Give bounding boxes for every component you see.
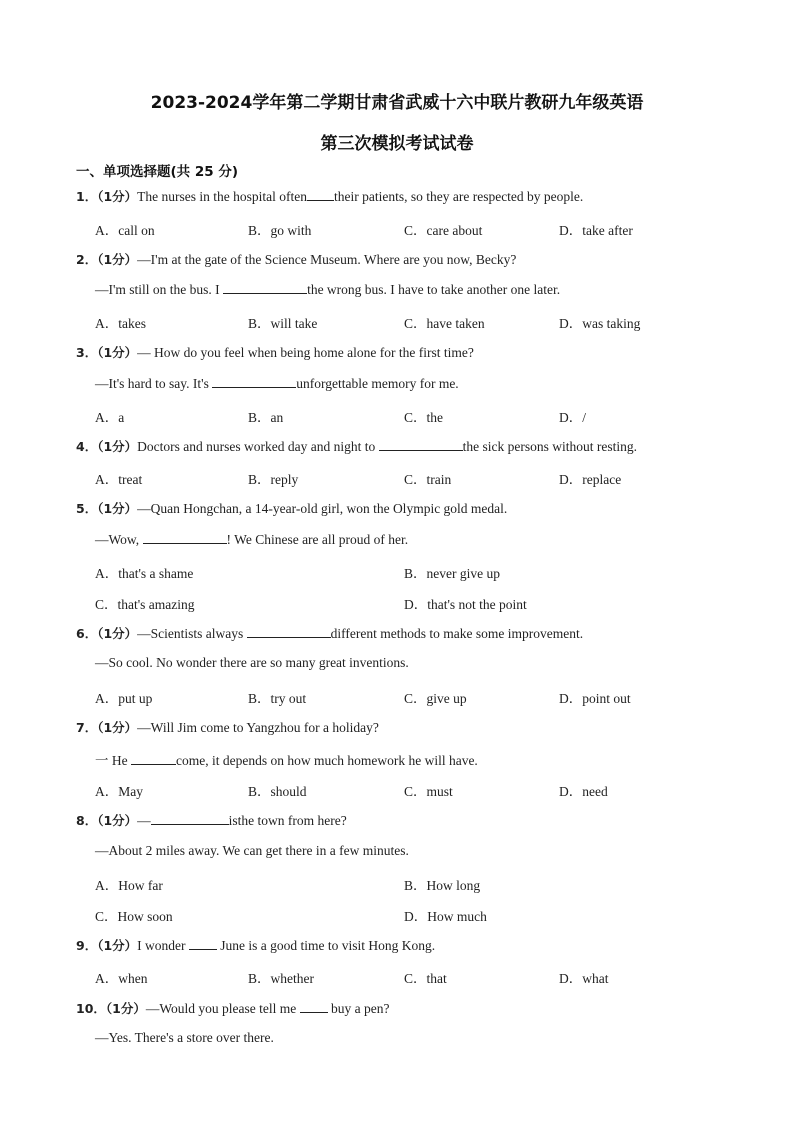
option-d: D．that's not the point	[404, 597, 527, 612]
question-text: their patients, so they are respected by people.	[334, 189, 584, 204]
question-number: 9．	[76, 938, 98, 953]
option-a: A．How far	[95, 878, 163, 893]
option-b: B．How long	[404, 878, 481, 893]
question-5-reply	[95, 531, 408, 548]
question-number: 3．	[76, 345, 98, 360]
question-text: 一 He	[95, 753, 131, 768]
answer-blank	[300, 1000, 328, 1013]
option-d: D．How much	[404, 909, 487, 924]
question-text: ! We Chinese are all proud of her.	[226, 532, 409, 547]
question-points: （1分）	[97, 501, 138, 516]
question-text: —I'm at the gate of the Science Museum. Where are you now, Becky?	[137, 252, 517, 267]
question-text: Doctors and nurses worked day and night to	[137, 439, 379, 454]
answer-blank	[131, 752, 176, 765]
option-d: D．point out	[559, 691, 631, 706]
answer-blank	[189, 937, 217, 950]
option-a: A．a	[95, 410, 125, 425]
question-points: （1分）	[97, 813, 138, 828]
question-text: —	[137, 813, 151, 828]
question-points: （1分）	[97, 626, 138, 641]
option-a: A．call on	[95, 223, 155, 238]
option-c: C．that	[404, 971, 447, 986]
exam-title-line1: 2023-2024学年第二学期甘肃省武威十六中联片教研九年级英语	[150, 93, 644, 113]
question-text: —I'm still on the bus. I	[95, 282, 224, 297]
question-4	[76, 437, 637, 455]
option-a: A．that's a shame	[95, 566, 194, 581]
question-3-reply	[95, 375, 459, 392]
question-1	[76, 187, 583, 205]
question-8	[76, 811, 347, 829]
option-a: A．takes	[95, 316, 146, 331]
answer-blank	[247, 625, 331, 638]
question-text: —Will Jim come to Yangzhou for a holiday?	[137, 720, 379, 735]
option-c: C．the	[404, 410, 443, 425]
question-text: —Scientists always	[137, 626, 247, 641]
question-7	[76, 718, 379, 736]
question-text: —Would you please tell me	[145, 1001, 300, 1016]
option-b: B．an	[248, 410, 284, 425]
question-text: unforgettable memory for me.	[296, 376, 459, 391]
option-c: C．How soon	[95, 909, 173, 924]
question-number: 8．	[76, 813, 98, 828]
option-d: D．need	[559, 784, 608, 799]
question-points: （1分）	[97, 938, 138, 953]
option-d: D．was taking	[559, 316, 641, 331]
option-c: C．have taken	[404, 316, 485, 331]
question-number: 10．	[76, 1001, 106, 1016]
option-b: B．reply	[248, 472, 299, 487]
answer-blank	[379, 438, 463, 451]
option-b: B．will take	[248, 316, 318, 331]
question-points: （1分）	[97, 252, 138, 267]
question-text: — How do you feel when being home alone for the first time?	[137, 345, 474, 360]
question-text: the sick persons without resting.	[462, 439, 637, 454]
question-points: （1分）	[97, 189, 138, 204]
option-a: A．put up	[95, 691, 153, 706]
question-6	[76, 624, 583, 642]
option-d: D．take after	[559, 223, 633, 238]
question-number: 7．	[76, 720, 98, 735]
question-text: June is a good time to visit Hong Kong.	[216, 938, 436, 953]
answer-blank	[143, 531, 227, 544]
question-number: 4．	[76, 439, 98, 454]
question-7-reply	[95, 749, 478, 769]
question-number: 1．	[76, 189, 98, 204]
question-text: —Quan Hongchan, a 14-year-old girl, won the Olympic gold medal.	[137, 501, 508, 516]
option-d: D．/	[559, 410, 586, 425]
option-b: B．try out	[248, 691, 307, 706]
option-a: A．treat	[95, 472, 143, 487]
option-d: D．what	[559, 971, 609, 986]
question-text: come, it depends on how much homework he will have.	[176, 753, 478, 768]
question-points: （1分）	[97, 720, 138, 735]
question-10	[76, 999, 389, 1017]
question-text: buy a pen?	[327, 1001, 390, 1016]
question-8-reply: —About 2 miles away. We can get there in a few minutes.	[95, 843, 409, 858]
question-number: 6．	[76, 626, 98, 641]
question-text: The nurses in the hospital often	[137, 189, 307, 204]
option-d: D．replace	[559, 472, 622, 487]
answer-blank	[307, 188, 334, 201]
option-c: C．train	[404, 472, 452, 487]
section-heading: 一、单项选择题(共 25 分)	[76, 164, 239, 180]
answer-blank	[212, 375, 296, 388]
option-b: B．go with	[248, 223, 312, 238]
answer-blank	[223, 281, 307, 294]
question-2-reply	[95, 281, 560, 298]
question-points: （1分）	[105, 1001, 146, 1016]
question-5	[76, 499, 507, 517]
question-9	[76, 936, 435, 954]
question-3	[76, 343, 474, 361]
question-text: the wrong bus. I have to take another one later.	[307, 282, 561, 297]
question-text: —It's hard to say. It's	[95, 376, 213, 391]
question-points: （1分）	[97, 345, 138, 360]
option-b: B．never give up	[404, 566, 500, 581]
option-a: A．when	[95, 971, 148, 986]
question-2	[76, 250, 516, 268]
question-number: 5．	[76, 501, 98, 516]
option-b: B．should	[248, 784, 307, 799]
question-text: I wonder	[137, 938, 189, 953]
exam-title-line2: 第三次模拟考试试卷	[320, 134, 474, 154]
option-c: C．give up	[404, 691, 467, 706]
question-text: isthe town from here?	[228, 813, 347, 828]
option-c: C．that's amazing	[95, 597, 195, 612]
option-a: A．May	[95, 784, 143, 799]
question-number: 2．	[76, 252, 98, 267]
option-c: C．care about	[404, 223, 483, 238]
option-b: B．whether	[248, 971, 314, 986]
question-6-reply: —So cool. No wonder there are so many great inventions.	[95, 655, 409, 670]
answer-blank	[151, 812, 229, 825]
question-10-reply: —Yes. There's a store over there.	[95, 1030, 274, 1045]
question-text: —Wow,	[95, 532, 143, 547]
question-text: different methods to make some improvement.	[330, 626, 584, 641]
option-c: C．must	[404, 784, 453, 799]
question-points: （1分）	[97, 439, 138, 454]
